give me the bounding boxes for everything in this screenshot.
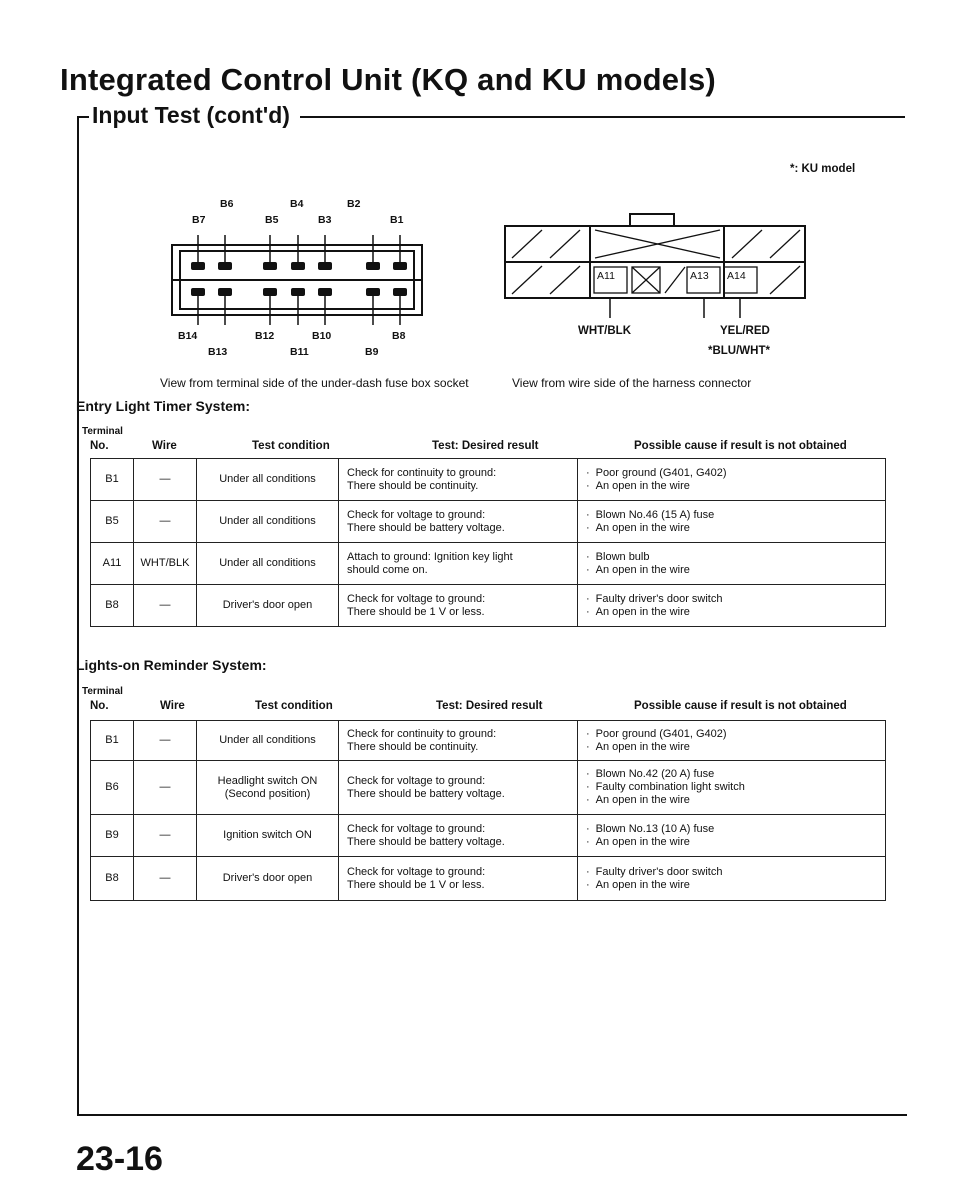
cell-wire: — [134,585,197,627]
pin-label: B4 [290,198,304,210]
pin-label: B5 [265,214,279,226]
pin-label: B6 [220,198,234,210]
cause-item: · An open in the wire [586,794,877,807]
header-wire: Wire [152,440,177,452]
cell-cause [578,721,886,761]
condition-line: Driver's door open [222,872,313,884]
cause-item: · An open in the wire [586,879,877,892]
cell-no: B8 [91,857,134,901]
result-line: should come on. [347,563,428,576]
cause-item: · Faulty driver's door switch [586,866,877,879]
result-line: Check for voltage to ground: [347,822,486,835]
cell-result [339,543,578,585]
fuse-box-socket-diagram [170,235,425,325]
header-no: No. [90,440,109,452]
cell-cause [578,857,886,901]
cell-no: B1 [91,459,134,501]
cell-condition: Under all conditions [197,459,339,501]
result-line: There should be battery voltage. [347,521,505,534]
wire-color-label: WHT/BLK [578,325,632,337]
result-line: Check for voltage to ground: [347,774,486,787]
cell-cause [578,585,886,627]
cell-wire: — [134,721,197,761]
cell-cause [578,815,886,857]
page-frame-left [77,116,79,1116]
cell-no: B5 [91,501,134,543]
cause-item: · An open in the wire [586,836,877,849]
cell-wire: WHT/BLK [134,543,197,585]
result-line: Check for voltage to ground: [347,592,486,605]
header-no: No. [90,700,109,712]
ku-model-note: *: KU model [790,163,856,175]
cell-result [339,721,578,761]
result-line: There should be 1 V or less. [347,878,485,891]
section-subtitle: Input Test (cont'd) [92,102,290,128]
table-row [91,501,886,543]
header-result: Test: Desired result [436,700,543,712]
pin-label: B14 [178,330,198,342]
cell-cause [578,761,886,815]
cause-item: · Faulty combination light switch [586,781,877,794]
cell-cause [578,543,886,585]
result-line: Check for voltage to ground: [347,508,486,521]
cell-condition [197,815,339,857]
harness-connector-diagram [500,210,810,320]
cause-item: · An open in the wire [586,564,877,577]
table-row [91,543,886,585]
cell-no: B9 [91,815,134,857]
cell-label: A13 [690,270,709,282]
page-frame-hook [77,116,89,118]
cell-result [339,501,578,543]
cell-result [339,459,578,501]
pin-label: B8 [392,330,406,342]
cell-result [339,761,578,815]
table-row [91,857,886,901]
condition-line: Ignition switch ON [223,829,312,841]
wire-color-label: YEL/RED [720,325,770,337]
result-line: There should be continuity. [347,479,479,492]
right-connector-caption: View from wire side of the harness connector [512,376,752,390]
result-line: There should be continuity. [347,740,479,753]
pin-label: B12 [255,330,275,342]
pin-label: B13 [208,346,228,358]
header-wire: Wire [160,700,185,712]
cell-wire: — [134,459,197,501]
pin-label: B7 [192,214,206,226]
wire-color-label-alt: *BLU/WHT* [708,345,770,357]
header-cause: Possible cause if result is not obtained [634,440,847,452]
pin-label: B9 [365,346,379,358]
result-line: There should be battery voltage. [347,835,505,848]
cause-item: · An open in the wire [586,522,877,535]
condition-line: Under all conditions [219,734,316,746]
cell-wire: — [134,761,197,815]
pin-label: B1 [390,214,404,226]
cell-result [339,585,578,627]
lights-on-reminder-table [90,720,886,901]
cause-item: · Poor ground (G401, G402) [586,728,877,741]
cell-condition: Driver's door open [197,585,339,627]
cell-wire: — [134,501,197,543]
cell-no: B1 [91,721,134,761]
section-title: Entry Light Timer System: [76,398,251,414]
page-frame-bottom [77,1114,907,1116]
cause-item: · An open in the wire [586,606,877,619]
cell-label: A14 [727,270,746,282]
result-line: Check for continuity to ground: [347,466,497,479]
cell-condition [197,761,339,815]
table-row [91,585,886,627]
result-line: Check for voltage to ground: [347,865,486,878]
cell-no: B6 [91,761,134,815]
page-number: 23-16 [76,1140,163,1178]
cell-condition [197,721,339,761]
cause-item: · Blown No.46 (15 A) fuse [586,509,877,522]
result-line: There should be battery voltage. [347,787,505,800]
header-cause: Possible cause if result is not obtained [634,700,847,712]
condition-line: Headlight switch ON [217,774,318,787]
page-title: Integrated Control Unit (KQ and KU models) [60,62,716,97]
pin-label: B3 [318,214,332,226]
cell-cause [578,501,886,543]
result-line: There should be 1 V or less. [347,605,485,618]
cell-condition: Under all conditions [197,543,339,585]
section-title: Lights-on Reminder System: [76,657,267,673]
cause-item: · Faulty driver's door switch [586,593,877,606]
result-line: Attach to ground: Ignition key light [347,550,513,563]
cell-label: A11 [597,270,615,282]
cell-condition [197,857,339,901]
cause-item: · An open in the wire [586,480,877,493]
pin-label: B10 [312,330,332,342]
left-connector-caption: View from terminal side of the under-dash fuse box socket [160,376,469,390]
cell-wire: — [134,857,197,901]
cell-condition: Under all conditions [197,501,339,543]
header-result: Test: Desired result [432,440,539,452]
table-row [91,761,886,815]
header-rule [300,116,905,118]
cause-item: · Blown No.13 (10 A) fuse [586,823,877,836]
header-condition: Test condition [255,700,333,712]
table-row [91,721,886,761]
cell-result [339,857,578,901]
cause-item: · Blown bulb [586,551,877,564]
cell-no: B8 [91,585,134,627]
cell-no: A11 [91,543,134,585]
condition-line: (Second position) [224,787,311,800]
cell-result [339,815,578,857]
cell-cause [578,459,886,501]
entry-light-table [90,458,886,627]
table-row [91,815,886,857]
header-terminal: Terminal [82,686,123,697]
cause-item: · Blown No.42 (20 A) fuse [586,768,877,781]
cell-wire: — [134,815,197,857]
result-line: Check for continuity to ground: [347,727,497,740]
pin-label: B2 [347,198,361,210]
table-row [91,459,886,501]
header-terminal: Terminal [82,426,123,437]
cause-item: · An open in the wire [586,741,877,754]
header-condition: Test condition [252,440,330,452]
cause-item: · Poor ground (G401, G402) [586,467,877,480]
pin-label: B11 [290,346,309,358]
